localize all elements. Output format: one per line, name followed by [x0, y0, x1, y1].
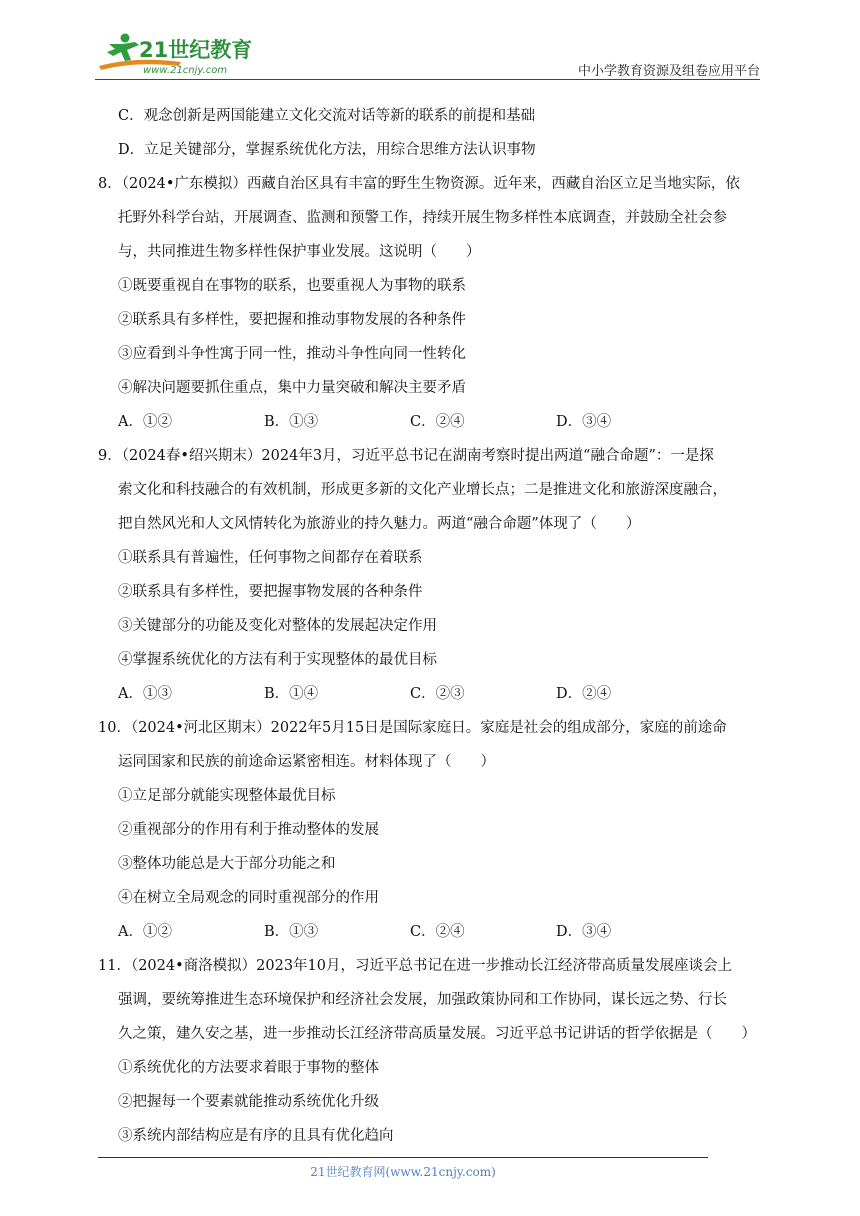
- text-line: ④在树立全局观念的同时重视部分的作用: [118, 890, 379, 906]
- text-line: ③关键部分的功能及变化对整体的发展起决定作用: [118, 618, 437, 634]
- text-line: D．立足关键部分，掌握系统优化方法，用综合思维方法认识事物: [118, 142, 536, 158]
- answer-option: B．①③: [264, 924, 319, 940]
- answer-option: A．①②: [118, 924, 172, 940]
- logo-21cnjy: [95, 30, 260, 80]
- answer-option: C．②④: [410, 924, 465, 940]
- footer-divider: [98, 1157, 708, 1158]
- answer-option: A．①③: [118, 686, 172, 702]
- text-line: ④解决问题要抓住重点，集中力量突破和解决主要矛盾: [118, 380, 466, 396]
- text-line: ②联系具有多样性，要把握和推动事物发展的各种条件: [118, 312, 466, 328]
- question-content: [98, 99, 764, 1153]
- page-header: [95, 30, 760, 80]
- text-line: ①既要重视自在事物的联系，也要重视人为事物的联系: [118, 278, 466, 294]
- text-line: ②把握每一个要素就能推动系统优化升级: [118, 1094, 379, 1110]
- text-line: 强调，要统筹推进生态环境保护和经济社会发展，加强政策协同和工作协同，谋长远之势、行长: [118, 992, 727, 1008]
- answer-option: D．③④: [556, 414, 612, 430]
- answer-option: D．③④: [556, 924, 612, 940]
- text-line: 与，共同推进生物多样性保护事业发展。这说明（ ）: [118, 244, 481, 260]
- svg-text:21世纪教育: 21世纪教育: [139, 38, 253, 62]
- text-line: ②重视部分的作用有利于推动整体的发展: [118, 822, 379, 838]
- answer-option: A．①②: [118, 414, 172, 430]
- text-line: C．观念创新是两国能建立文化交流对话等新的联系的前提和基础: [118, 108, 536, 124]
- answer-option: C．②④: [410, 414, 465, 430]
- text-line: ④掌握系统优化的方法有利于实现整体的最优目标: [118, 652, 437, 668]
- text-line: ③整体功能总是大于部分功能之和: [118, 856, 336, 872]
- answer-options: [98, 405, 764, 439]
- text-line: 10．（2024•河北区期末）2022年5月15日是国际家庭日。家庭是社会的组成部分，家庭的前途命: [98, 720, 727, 736]
- answer-option: C．②③: [410, 686, 465, 702]
- header-divider: [95, 79, 760, 80]
- platform-title: 中小学教育资源及组卷应用平台: [577, 64, 760, 79]
- answer-options: [98, 677, 764, 711]
- answer-options: [98, 915, 764, 949]
- text-line: 托野外科学台站，开展调查、监测和预警工作，持续开展生物多样性本底调查，并鼓励全社会参: [118, 210, 727, 226]
- answer-option: B．①④: [264, 686, 319, 702]
- answer-option: D．②④: [556, 686, 612, 702]
- text-line: ③系统内部结构应是有序的且具有优化趋向: [118, 1128, 394, 1144]
- svg-text:www.21cnjy.com: www.21cnjy.com: [143, 65, 228, 76]
- footer-text: 21世纪教育网(www.21cnjy.com): [310, 1165, 496, 1179]
- text-line: 运同国家和民族的前途命运紧密相连。材料体现了（ ）: [118, 754, 495, 770]
- text-line: 久之策，建久安之基，进一步推动长江经济带高质量发展。习近平总书记讲话的哲学依据是（ ）: [118, 1026, 756, 1042]
- text-line: ②联系具有多样性，要把握事物发展的各种条件: [118, 584, 423, 600]
- text-line: ①立足部分就能实现整体最优目标: [118, 788, 336, 804]
- text-line: 9．（2024春•绍兴期末）2024年3月，习近平总书记在湖南考察时提出两道“融合命题”：一是探: [98, 448, 714, 464]
- text-line: ①联系具有普遍性，任何事物之间都存在着联系: [118, 550, 423, 566]
- answer-option: B．①③: [264, 414, 319, 430]
- text-line: 把自然风光和人文风情转化为旅游业的持久魅力。两道“融合命题”体现了（ ）: [118, 516, 641, 532]
- text-line: 8．（2024•广东模拟）西藏自治区具有丰富的野生生物资源。近年来，西藏自治区立足当地实际，依: [98, 176, 740, 192]
- text-line: 11．（2024•商洛模拟）2023年10月，习近平总书记在进一步推动长江经济带高质量发展座谈会上: [98, 958, 733, 974]
- text-line: ③应看到斗争性寓于同一性，推动斗争性向同一性转化: [118, 346, 466, 362]
- text-line: ①系统优化的方法要求着眼于事物的整体: [118, 1060, 379, 1076]
- text-line: 索文化和科技融合的有效机制，形成更多新的文化产业增长点；二是推进文化和旅游深度融合，: [118, 482, 727, 498]
